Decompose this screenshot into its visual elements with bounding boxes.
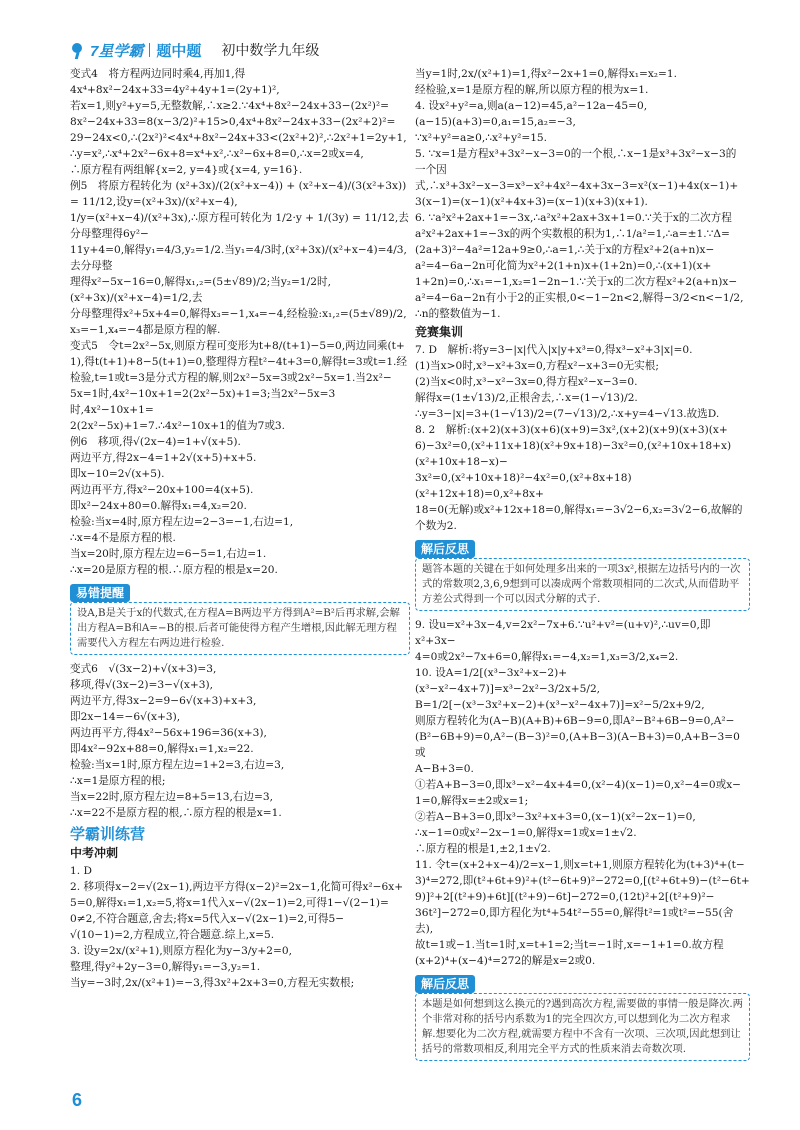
text-line: 即4x²−92x+88=0,解得x₁=1,x₂=22.	[70, 743, 254, 755]
text-line: 0≠2,不符合题意,舍去;将x=5代入x−√(2x−1)=2,可得5−	[70, 913, 345, 925]
text-line: 5. ∵x=1是方程x³+3x²−x−3=0的一个根,∴x−1是x³+3x²−x−3的	[415, 148, 737, 160]
text-line: ∴x=1是原方程的根;	[70, 775, 166, 787]
text-line: 6)−3x²=0,(x²+11x+18)(x²+9x+18)−3x²=0,(x²+10x+18+x)(x²+10x+18−x)−	[415, 440, 732, 468]
tip-tag: 解后反思	[415, 540, 475, 558]
text-line: 例6 移项,得√(2x−4)=1+√(x+5).	[70, 436, 241, 448]
header-divider	[149, 43, 150, 57]
text-line: 检验:当x=4时,原方程左边=2−3=−1,右边=1,	[70, 516, 294, 528]
text-line: 理得x²−5x−16=0,解得x₁,₂=(5±√89)/2;当y₂=1/2时,(x²+3x)/(x²+x−4)=1/2,去	[70, 276, 331, 304]
text-line: (B²−6B+9)=0,A²−(B−3)²=0,(A+B−3)(A−B+3)=0,A+B−3=0或	[415, 731, 740, 759]
text-line: 8. 2 解析:(x+2)(x+3)(x+6)(x+9)=3x²,(x+2)(x+9)(x+3)(x+	[415, 424, 728, 436]
text-line: 即2x−14=−6√(x+3),	[70, 711, 181, 723]
text-line: 5=0,解得x₁=1,x₂=5,将x=1代入x−√(2x−1)=2,可得1−√(2−1)=	[70, 897, 389, 909]
text-line: 2(2x²−5x)+1=7.∴4x²−10x+1的值为7或3.	[70, 420, 286, 432]
text-line: 变式5 令t=2x²−5x,则原方程可变形为t+8/(t+1)−5=0,两边同乘(t+	[70, 340, 405, 352]
text-line: 整理,得y²+2y−3=0,解得y₁=−3,y₂=1.	[70, 961, 261, 973]
text-line: 经检验,x=1是原方程的解,所以原方程的根为x=1.	[415, 84, 649, 96]
text-line: 变式4 将方程两边同时乘4,再加1,得	[70, 68, 246, 80]
text-line: 5x=1时,4x²−10x+1=2(2x²−5x)+1=3;当2x²−5x=3时,4x²−10x+1=	[70, 388, 336, 416]
text-line: (a−15)(a+3)=0,a₁=15,a₂=−3,	[415, 116, 576, 128]
text-line: 2. 移项得x−2=√(2x−1),两边平方得(x−2)²=2x−1,化简可得x²−6x+	[70, 881, 404, 893]
text-line: 两边平方,得2x−4=1+2√(x+5)+x+5.	[70, 452, 257, 464]
text-line: 7. D 解析:将y=3−|x|代入|x|y+x³=0,得x³−x²+3|x|=0.	[415, 344, 693, 356]
text-line: 3x²=0,(x²+10x+18)²−4x²=0,(x²+8x+18)(x²+12x+18)=0,x²+8x+	[415, 472, 632, 500]
text-line: a²x²+2ax+1=−3x的两个实数根的积为1,∴1/a²=1,∴a=±1.∵Δ=	[415, 228, 730, 240]
text-line: 分母整理得x²+5x+4=0,解得x₃=−1,x₄=−4,经检验:x₁,₂=(5±√89)/2,	[70, 308, 407, 320]
page-number: 6	[72, 1090, 83, 1110]
text-line: 1+2n)=0,∴x₁=−1,x₂=1−2n−1.∵关于x的二次方程x²+2(a+n)x−	[415, 276, 738, 288]
text-line: 4=0或2x²−7x+6=0,解得x₁=−4,x₂=1,x₃=3/2,x₄=2.	[415, 651, 679, 663]
text-line: ∴x−1=0或x²−2x−1=0,解得x=1或x=1±√2.	[415, 827, 637, 839]
brand-name: 7星学霸	[90, 42, 144, 60]
text-line: 解得x=(1±√13)/2,正根舍去,∴x=(1−√13)/2.	[415, 392, 638, 404]
text-line: 当y=1时,2x/(x²+1)=1,得x²−2x+1=0,解得x₁=x₂=1.	[415, 68, 678, 80]
text-line: ∴x=20是原方程的根.∴原方程的根是x=20.	[70, 564, 278, 576]
text-line: 18=0(无解)或x²+12x+18=0,解得x₁=−3√2−6,x₂=3√2−6,故解的	[415, 504, 743, 516]
text-line: ①若A+B−3=0,即x³−x²−4x+4=0,(x²−4)(x−1)=0,x²−4=0或x−	[415, 779, 742, 791]
text-line: 若x=1,则y²+y=5,无整数解,∴x≥2.∵4x⁴+8x²−24x+33−(2x²)²=	[70, 100, 389, 112]
text-line: 29−24x<0,∴(2x²)²<4x⁴+8x²−24x+33<(2x²+2)²,∴2x²+1=2y+1,	[70, 132, 407, 144]
text-line: 8x²−24x+33=8(x−3/2)²+15>0,4x⁴+8x²−24x+33−(2x²+2)²=	[70, 116, 396, 128]
text-line: ∵x²+y²=a≥0,∴x²+y²=15.	[415, 132, 548, 144]
text-line: √(10−1)=2,方程成立,符合题意.综上,x=5.	[70, 929, 275, 941]
text-line: ∴y=x²,∴x⁴+2x²−6x+8=x⁴+x²,∴x²−6x+8=0,∴x=2或x=4,	[70, 148, 364, 160]
text-line: (x+2)⁴+(x−4)⁴=272的解是x=2或0.	[415, 955, 596, 967]
text-line: 即x²−24x+80=0.解得x₁=4,x₂=20.	[70, 500, 247, 512]
text-line: ∴x=22不是原方程的根,∴原方程的根是x=1.	[70, 807, 282, 819]
page-header	[70, 38, 319, 62]
text-line: a²=4−6a−2n可化简为x²+2(1+n)x+(1+2n)=0,∴(x+1)(x+	[415, 260, 712, 272]
text-line: ∴y=3−|x|=3+(1−√13)/2=(7−√13)/2,∴x+y=4−√13.故选D.	[415, 408, 720, 420]
text-line: 一个因式,∴x³+3x²−x−3=x³−x²+4x²−4x+3x−3=x²(x−1)+4x(x−1)+	[415, 164, 739, 192]
logo-icon	[70, 41, 84, 59]
text-line: 11. 令t=(x+2+x−4)/2=x−1,则x=t+1,则原方程转化为(t+3)⁴+(t−	[415, 859, 745, 871]
text-line: 变式6 √(3x−2)+√(x+3)=3,	[70, 663, 217, 675]
text-line: 1/y=(x²+x−4)/(x²+3x),∴原方程可转化为 1/2·y + 1/(3y) = 11/12,去分母整理得6y²−	[70, 212, 409, 240]
text-line: 3. 设y=2x/(x²+1),则原方程化为y−3/y+2=0,	[70, 945, 293, 957]
subsection-title: 竞赛集训	[415, 325, 464, 339]
text-line: 即x−10=2√(x+5).	[70, 468, 165, 480]
text-line: (2a+3)²−4a²=12a+9≥0,∴a=1,∴关于x的方程x²+2(a+n)x−	[415, 244, 715, 256]
text-line: 当x=22时,原方程左边=8+5=13,右边=3,	[70, 791, 273, 803]
text-line: 1=0,解得x=±2或x=1;	[415, 795, 529, 807]
left-column	[70, 66, 410, 991]
text-line: 移项,得√(3x−2)=3−√(x+3),	[70, 679, 213, 691]
tip-tag: 解后反思	[415, 975, 475, 993]
text-line: 9)]²+2[(t²+9)+6t][(t²+9)−6t]−272=0,(12t)²+2[(t²+9)²−	[415, 891, 715, 903]
text-line: 两边再平方,得x²−20x+100=4(x+5).	[70, 484, 254, 496]
text-line: 则原方程转化为(A−B)(A+B)+6B−9=0,即A²−B²+6B−9=0,A²−	[415, 715, 735, 727]
text-line: 3)⁴=272,即(t²+6t+9)²+(t²−6t+9)²−272=0,[(t²+6t+9)−(t²−6t+	[415, 875, 750, 887]
tip-tag-row	[415, 534, 750, 558]
text-line: 9. 设u=x²+3x−4,v=2x²−7x+6.∵u²+v²=(u+v)²,∴uv=0,即x²+3x−	[415, 619, 711, 647]
text-line: 故t=1或−1.当t=1时,x=t+1=2;当t=−1时,x=−1+1=0.故方程	[415, 939, 724, 951]
text-line: (2)当x<0时,x³−x²−3x=0,得方程x²−x−3=0.	[415, 376, 638, 388]
text-line: 3(x−1)=(x−1)(x²+4x+3)=(x−1)(x+3)(x+1).	[415, 196, 648, 208]
tip-box: 设A,B是关于x的代数式,在方程A=B两边平方得到A²=B²后再求解,会解出方程A=B和A=−B的根.后者可能使得方程产生增根,因此解无理方程需要代入方程左右两边进行检验.	[70, 602, 410, 655]
text-line: x₃=−1,x₄=−4都是原方程的解.	[70, 324, 221, 336]
text-line: ∴x=4不是原方程的根.	[70, 532, 176, 544]
text-line: B=1/2[−(x³−3x²+x−2)+(x³−x²−4x+7)]=x²−5/2x+9/2,	[415, 699, 705, 711]
text-line: 36t²]−272=0,即方程化为t⁴+54t²−55=0,解得t²=1或t²=−55(舍去),	[415, 907, 734, 935]
text-line: (1)当x>0时,x³−x²+3x=0,方程x²−x+3=0无实根;	[415, 360, 659, 372]
text-line: 1),得t(t+1)+8−5(t+1)=0,整理得方程t²−4t+3=0,解得t=3或t=1.经	[70, 356, 408, 368]
tip-box: 题答本题的关键在于如何处理多出来的一项3x²,根据左边括号内的一次式的常数项2,3,6,9想到可以凑成两个常数项相同的二次式,从而借助平方差公式得到一个可以因式分解的式子.	[415, 558, 750, 611]
section-title: 学霸训练营	[70, 826, 146, 843]
text-line: 4. 设x²+y²=a,则a(a−12)=45,a²−12a−45=0,	[415, 100, 648, 112]
text-line: A−B+3=0.	[415, 763, 474, 775]
text-line: 检验,t=1或t=3是分式方程的解,则2x²−5x=3或2x²−5x=1.当2x²−	[70, 372, 392, 384]
text-line: a²=4−6a−2n有小于2的正实根,0<−1−2n<2,解得−3/2<n<−1/2,	[415, 292, 744, 304]
series-name: 题中题	[156, 42, 202, 60]
text-line: 4x⁴+8x²−24x+33=4y²+4y+1=(2y+1)²,	[70, 84, 280, 96]
text-line: 当y=−3时,2x/(x²+1)=−3,得3x²+2x+3=0,方程无实数根;	[70, 977, 355, 989]
text-line: 6. ∵a²x²+2ax+1=−3x,∴a²x²+2ax+3x+1=0.∵关于x的二次方程	[415, 212, 732, 224]
text-line: ∴n的整数值为−1.	[415, 308, 501, 320]
tip-tag-row	[70, 578, 410, 602]
text-line: 当x=20时,原方程左边=6−5=1,右边=1.	[70, 548, 267, 560]
text-line: 例5 将原方程转化为 (x²+3x)/(2(x²+x−4)) + (x²+x−4)/(3(x²+3x)) = 11/12,设y=(x²+3x)/(x²+x−4),	[70, 180, 407, 208]
text-line: 个数为2.	[415, 520, 457, 532]
text-line: ∴原方程有两组解{x=2, y=4}或{x=4, y=16}.	[70, 164, 303, 176]
text-line: ②若A−B+3=0,即x³−3x²+x+3=0,(x−1)(x²−2x−1)=0,	[415, 811, 696, 823]
text-line: 1. D	[70, 865, 92, 877]
tip-tag-row	[415, 969, 750, 993]
grade-label: 初中数学九年级	[221, 42, 320, 58]
text-line: 两边平方,得3x−2=9−6√(x+3)+x+3,	[70, 695, 257, 707]
text-line: 检验:当x=1时,原方程左边=1+2=3,右边=3,	[70, 759, 285, 771]
tip-tag: 易错提醒	[70, 584, 130, 602]
text-line: ∴原方程的根是1,±2,1±√2.	[415, 843, 551, 855]
text-line: 两边再平方,得4x²−56x+196=36(x+3),	[70, 727, 267, 739]
right-column	[415, 66, 750, 1067]
tip-box: 本题是如何想到这么换元的?遇到高次方程,需要做的事情一般是降次.两个非常对称的括号内系数为1的完全四次方,可以想到化为二次方程求解.想要化为二次方程,就需要方程中不含有一次项、三次项,因此想到让括号的常数项相反,利用完全平方式的性质来消去奇数次项.	[415, 993, 750, 1061]
subsection-title: 中考冲刺	[70, 846, 119, 860]
text-line: 10. 设A=1/2[(x³−3x²+x−2)+(x³−x²−4x+7)]=x³−2x²−3/2x+5/2,	[415, 667, 601, 695]
text-line: 11y+4=0,解得y₁=4/3,y₂=1/2.当y₁=4/3时,(x²+3x)/(x²+x−4)=4/3,去分母整	[70, 244, 407, 272]
